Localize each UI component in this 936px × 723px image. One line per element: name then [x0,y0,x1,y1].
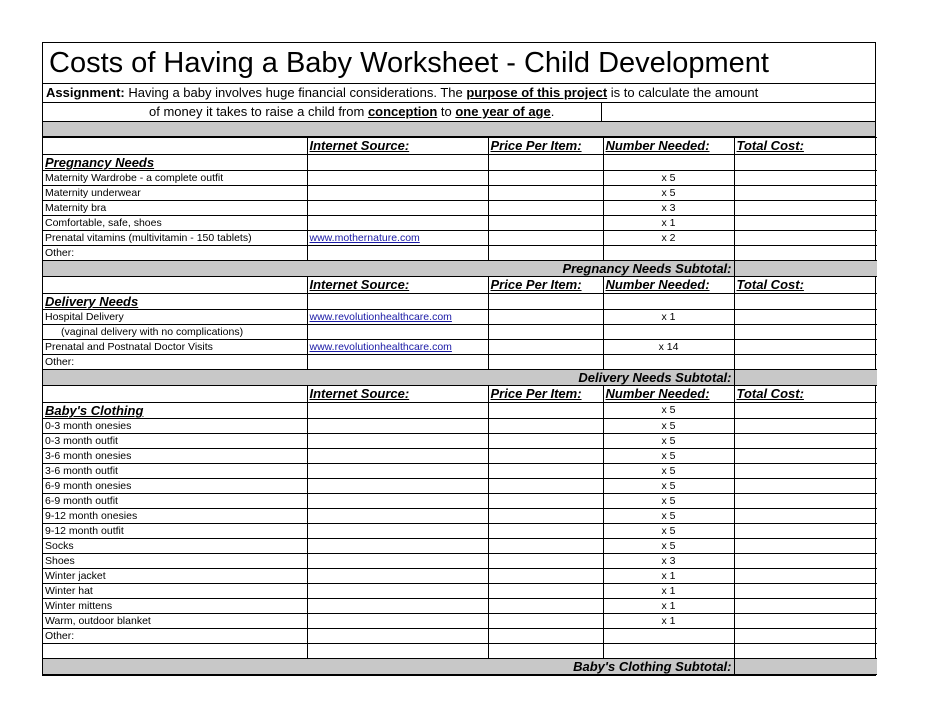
total-cell[interactable] [734,434,877,449]
quantity-cell: x 5 [603,539,734,554]
source-cell[interactable] [307,524,488,539]
table-row [43,584,877,599]
price-cell[interactable] [488,155,603,171]
item-name: Prenatal vitamins (multivitamin - 150 tablets) [43,231,307,246]
total-cell[interactable] [734,509,877,524]
pregnancy-section-title: Pregnancy Needs [43,155,307,171]
price-cell[interactable] [488,294,603,310]
item-name: Comfortable, safe, shoes [43,216,307,231]
total-cell[interactable] [734,355,877,370]
price-cell[interactable] [488,355,603,370]
source-link[interactable]: www.revolutionhealthcare.com [307,310,488,325]
item-name: Other: [43,355,307,370]
source-cell[interactable] [307,614,488,629]
subtotal-value[interactable] [734,261,877,277]
quantity-cell: x 1 [603,569,734,584]
item-name: 9-12 month onesies [43,509,307,524]
source-cell[interactable] [307,539,488,554]
quantity-cell: x 3 [603,554,734,569]
blank-cell[interactable] [734,644,877,659]
header-number-needed: Number Needed: [603,386,734,403]
price-cell[interactable] [488,434,603,449]
assignment-conception: conception [367,104,438,119]
worksheet [42,42,876,676]
price-cell[interactable] [488,584,603,599]
source-cell[interactable] [307,584,488,599]
source-link[interactable]: www.mothernature.com [307,231,488,246]
table-row [43,614,877,629]
item-name: Warm, outdoor blanket [43,614,307,629]
total-cell[interactable] [734,494,877,509]
assignment-text-1a: Having a baby involves huge financial considerations. The [128,85,467,100]
total-cell[interactable] [734,403,877,419]
table-row [43,186,877,201]
total-cell[interactable] [734,216,877,231]
quantity-cell: x 5 [603,449,734,464]
price-cell[interactable] [488,186,603,201]
table-row [43,629,877,644]
source-cell[interactable] [307,186,488,201]
table-row [43,434,877,449]
pregnancy-subtotal-label: Pregnancy Needs Subtotal: [43,261,734,277]
header-blank [43,277,307,294]
source-cell[interactable] [307,599,488,614]
quantity-cell: x 2 [603,231,734,246]
price-cell[interactable] [488,554,603,569]
delivery-subtotal-row [43,370,877,386]
item-name: Shoes [43,554,307,569]
table-row [43,246,877,261]
price-cell[interactable] [488,449,603,464]
item-name: 3-6 month onesies [43,449,307,464]
price-cell[interactable] [488,509,603,524]
source-cell[interactable] [307,171,488,186]
price-cell[interactable] [488,419,603,434]
price-cell[interactable] [488,539,603,554]
quantity-cell: x 5 [603,524,734,539]
quantity-cell: x 14 [603,340,734,355]
price-cell[interactable] [488,246,603,261]
total-cell[interactable] [734,584,877,599]
source-cell[interactable] [307,419,488,434]
source-link[interactable]: www.revolutionhealthcare.com [307,340,488,355]
clothing-subtotal-label: Baby's Clothing Subtotal: [43,659,734,675]
source-cell[interactable] [307,403,488,419]
quantity-cell [603,629,734,644]
total-cell[interactable] [734,629,877,644]
assignment-text-1b: is to calculate the amount [607,85,759,100]
header-internet-source: Internet Source: [307,386,488,403]
source-cell[interactable] [307,494,488,509]
item-name: 6-9 month onesies [43,479,307,494]
clothing-title-row [43,403,877,419]
item-name: 0-3 month outfit [43,434,307,449]
item-name: Maternity bra [43,201,307,216]
source-cell[interactable] [307,355,488,370]
source-cell[interactable] [307,434,488,449]
source-cell[interactable] [307,569,488,584]
price-cell[interactable] [488,231,603,246]
subtotal-value[interactable] [734,659,877,675]
blank-cell [43,644,307,659]
price-cell[interactable] [488,524,603,539]
price-cell[interactable] [488,479,603,494]
delivery-title-row [43,294,877,310]
total-cell[interactable] [734,479,877,494]
item-name: 9-12 month outfit [43,524,307,539]
total-cell[interactable] [734,155,877,171]
price-cell[interactable] [488,464,603,479]
assignment-label: Assignment: [46,85,125,100]
item-name: Socks [43,539,307,554]
quantity-cell: x 5 [603,171,734,186]
source-cell[interactable] [307,216,488,231]
source-cell[interactable] [307,464,488,479]
source-cell[interactable] [307,201,488,216]
total-cell[interactable] [734,524,877,539]
source-cell[interactable] [307,325,488,340]
table-row [43,216,877,231]
table-row [43,524,877,539]
price-cell[interactable] [488,310,603,325]
blank-cell[interactable] [307,644,488,659]
header-blank [43,386,307,403]
header-total-cost: Total Cost: [734,138,877,155]
header-internet-source: Internet Source: [307,138,488,155]
quantity-cell: x 3 [603,201,734,216]
delivery-subtotal-label: Delivery Needs Subtotal: [43,370,734,386]
table-row [43,554,877,569]
delivery-header-row [43,277,877,294]
pregnancy-title-row [43,155,877,171]
quantity-cell: x 5 [603,464,734,479]
blank-cell[interactable] [603,644,734,659]
item-name: 6-9 month outfit [43,494,307,509]
blank-cell[interactable] [488,644,603,659]
price-cell[interactable] [488,614,603,629]
item-name: Maternity underwear [43,186,307,201]
total-cell[interactable] [734,340,877,355]
item-name: Winter hat [43,584,307,599]
price-cell[interactable] [488,629,603,644]
price-cell[interactable] [488,325,603,340]
total-cell[interactable] [734,294,877,310]
quantity-cell [603,325,734,340]
quantity-cell: x 1 [603,216,734,231]
assignment-purpose: purpose of this project [466,85,608,100]
source-cell[interactable] [307,629,488,644]
total-cell[interactable] [734,539,877,554]
item-name: Hospital Delivery [43,310,307,325]
quantity-cell: x 5 [603,434,734,449]
quantity-cell: x 5 [603,403,734,419]
price-cell[interactable] [488,494,603,509]
total-cell[interactable] [734,569,877,584]
price-cell[interactable] [488,171,603,186]
cost-table [43,137,877,675]
quantity-cell: x 5 [603,494,734,509]
page-title: Costs of Having a Baby Worksheet - Child Development [43,43,875,84]
header-total-cost: Total Cost: [734,277,877,294]
header-total-cost: Total Cost: [734,386,877,403]
table-row [43,599,877,614]
clothing-section-title: Baby's Clothing [43,403,307,419]
source-cell[interactable] [307,449,488,464]
assignment-text-2end: . [550,104,555,119]
total-cell[interactable] [734,449,877,464]
clothing-header-row [43,386,877,403]
source-cell[interactable] [307,554,488,569]
table-row [43,494,877,509]
item-name: Winter mittens [43,599,307,614]
header-internet-source: Internet Source: [307,277,488,294]
gray-separator [43,122,875,137]
quantity-cell [603,246,734,261]
item-name: Maternity Wardrobe - a complete outfit [43,171,307,186]
assignment-text-2mid: to [437,104,456,119]
total-cell[interactable] [734,325,877,340]
header-price-per-item: Price Per Item: [488,386,603,403]
table-row [43,464,877,479]
header-price-per-item: Price Per Item: [488,138,603,155]
item-name: Other: [43,629,307,644]
total-cell[interactable] [734,186,877,201]
header-number-needed: Number Needed: [603,277,734,294]
table-row [43,201,877,216]
assignment-line-2 [43,103,875,122]
price-cell[interactable] [488,201,603,216]
price-cell[interactable] [488,403,603,419]
item-name: 0-3 month onesies [43,419,307,434]
total-cell[interactable] [734,464,877,479]
source-cell[interactable] [307,509,488,524]
pregnancy-subtotal-row [43,261,877,277]
assignment-one-year: one year of age [455,104,551,119]
quantity-cell [603,294,734,310]
table-row [43,325,877,340]
assignment-line-1 [43,84,875,103]
subtotal-value[interactable] [734,370,877,386]
delivery-section-title: Delivery Needs [43,294,307,310]
table-row [43,340,877,355]
table-row [43,310,877,325]
price-cell[interactable] [488,599,603,614]
quantity-cell [603,155,734,171]
quantity-cell [603,355,734,370]
total-cell[interactable] [734,246,877,261]
table-row [43,171,877,186]
total-cell[interactable] [734,201,877,216]
total-cell[interactable] [734,614,877,629]
price-cell[interactable] [488,569,603,584]
quantity-cell: x 5 [603,479,734,494]
item-name: 3-6 month outfit [43,464,307,479]
assignment-text-2a: of money it takes to raise a child from [149,104,368,119]
total-cell[interactable] [734,599,877,614]
table-row [43,449,877,464]
source-cell[interactable] [307,294,488,310]
price-cell[interactable] [488,340,603,355]
source-cell[interactable] [307,155,488,171]
quantity-cell: x 1 [603,584,734,599]
table-row [43,355,877,370]
clothing-subtotal-row [43,659,877,675]
total-cell[interactable] [734,171,877,186]
source-cell[interactable] [307,479,488,494]
item-name: (vaginal delivery with no complications) [43,325,307,340]
quantity-cell: x 1 [603,310,734,325]
price-cell[interactable] [488,216,603,231]
total-cell[interactable] [734,310,877,325]
quantity-cell: x 1 [603,614,734,629]
item-name: Winter jacket [43,569,307,584]
item-name: Prenatal and Postnatal Doctor Visits [43,340,307,355]
header-blank [43,138,307,155]
quantity-cell: x 1 [603,599,734,614]
total-cell[interactable] [734,419,877,434]
item-name: Other: [43,246,307,261]
header-number-needed: Number Needed: [603,138,734,155]
quantity-cell: x 5 [603,419,734,434]
header-price-per-item: Price Per Item: [488,277,603,294]
quantity-cell: x 5 [603,509,734,524]
total-cell[interactable] [734,231,877,246]
source-cell[interactable] [307,246,488,261]
table-row [43,479,877,494]
quantity-cell: x 5 [603,186,734,201]
table-row [43,231,877,246]
pregnancy-header-row [43,138,877,155]
table-row [43,569,877,584]
table-row [43,539,877,554]
table-row [43,419,877,434]
total-cell[interactable] [734,554,877,569]
blank-row [43,644,877,659]
table-row [43,509,877,524]
